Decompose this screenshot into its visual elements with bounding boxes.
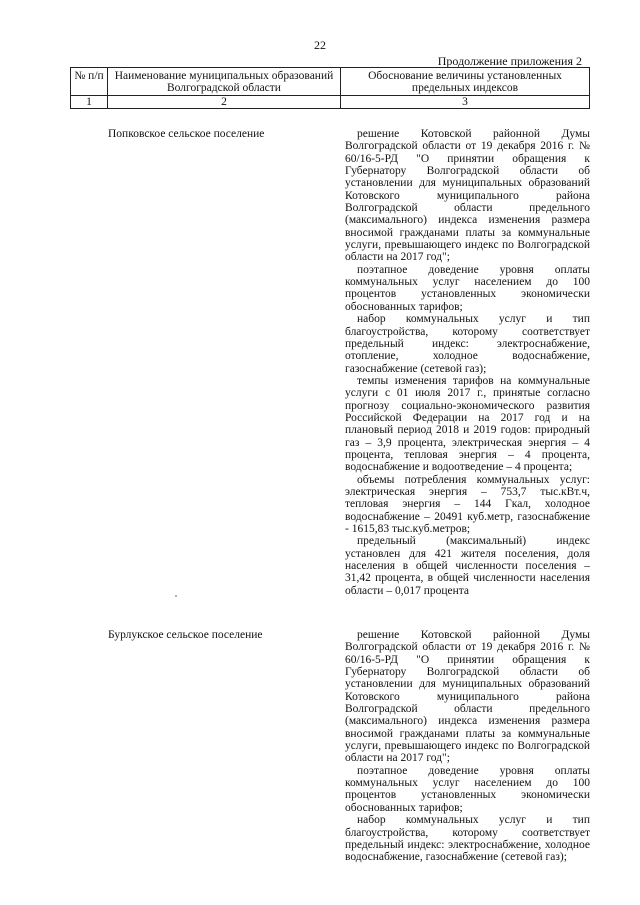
paragraph: решение Котовской районной Думы Волгоградской области от 19 декабря 2016 г. № 60/16-5-РД "О принятии обращения к Губернатору Волгоградской области об установлении для муниципальных образований Котовского муниципального района Волгоградской области предельного (максимального) индекса изменения размера вносимой гражданами платы за коммунальные услуги, превышающего индекс по Волгоградской области на 2017 год"; <box>345 128 590 264</box>
table-header <box>70 67 590 109</box>
justification-text <box>345 128 590 597</box>
paragraph: поэтапное доведение уровня оплаты коммунальных услуг населением до 100 процентов установленных экономически обоснованных тарифов; <box>345 764 590 814</box>
header-num-1: 1 <box>71 96 108 109</box>
paragraph: предельный (максимальный) индекс установлен для 421 жителя поселения, доля населения в общей численности поселения – 31,42 процента, в общей численности населения области – 0,017 процента <box>345 535 590 597</box>
header-number-row <box>71 96 590 109</box>
paragraph: набор коммунальных услуг и тип благоустройства, которому соответствует предельный индекс: электроснабжение, холодное водоснабжение, газоснабжение (сетевой газ); <box>345 814 590 864</box>
justification-text <box>345 629 590 864</box>
paragraph: объемы потребления коммунальных услуг: электрическая энергия – 753,7 тыс.кВт.ч, тепловая энергия – 144 Гкал, холодное водоснабжение – 20491 куб.метр, газоснабжение - 1615,83 тыс.куб.метров; <box>345 473 590 535</box>
paragraph: поэтапное доведение уровня оплаты коммунальных услуг населением до 100 процентов установленных экономически обоснованных тарифов; <box>345 263 590 313</box>
header-num-2: 2 <box>108 96 341 109</box>
header-col-municipality: Наименование муниципальных образований Волгоградской области <box>108 68 341 96</box>
header-num-3: 3 <box>341 96 590 109</box>
municipality-name: Бурлукское сельское поселение <box>108 629 263 641</box>
paragraph: темпы изменения тарифов на коммунальные услуги с 01 июля 2017 г., принятые согласно прогнозу социально-экономического развития Российской Федерации на 2017 год и на плановый период 2018 и 2019 годов: природный газ – 3,9 процента, электрическая энергия – 4 процента, тепловая энергия – 4 процента, водоснабжение и водоотведение – 4 процента; <box>345 374 590 474</box>
header-row <box>71 68 590 96</box>
continuation-label: Продолжение приложения 2 <box>437 54 582 68</box>
header-col-justification: Обоснование величины установленных предельных индексов <box>341 68 590 96</box>
municipality-name: Попковское сельское поселение <box>108 128 265 140</box>
header-col-number: № п/п <box>71 68 108 96</box>
paragraph: решение Котовской районной Думы Волгоградской области от 19 декабря 2016 г. № 60/16-5-РД "О принятии обращения к Губернатору Волгоградской области об установлении для муниципальных образований Котовского муниципального района Волгоградской области предельного (максимального) индекса изменения размера вносимой гражданами платы за коммунальные услуги, превышающего индекс по Волгоградской области на 2017 год"; <box>345 629 590 765</box>
scan-speck <box>175 595 177 597</box>
paragraph: набор коммунальных услуг и тип благоустройства, которому соответствует предельный индекс: электроснабжение, отопление, холодное водоснабжение, газоснабжение (сетевой газ); <box>345 313 590 375</box>
page-number: 22 <box>314 38 326 52</box>
